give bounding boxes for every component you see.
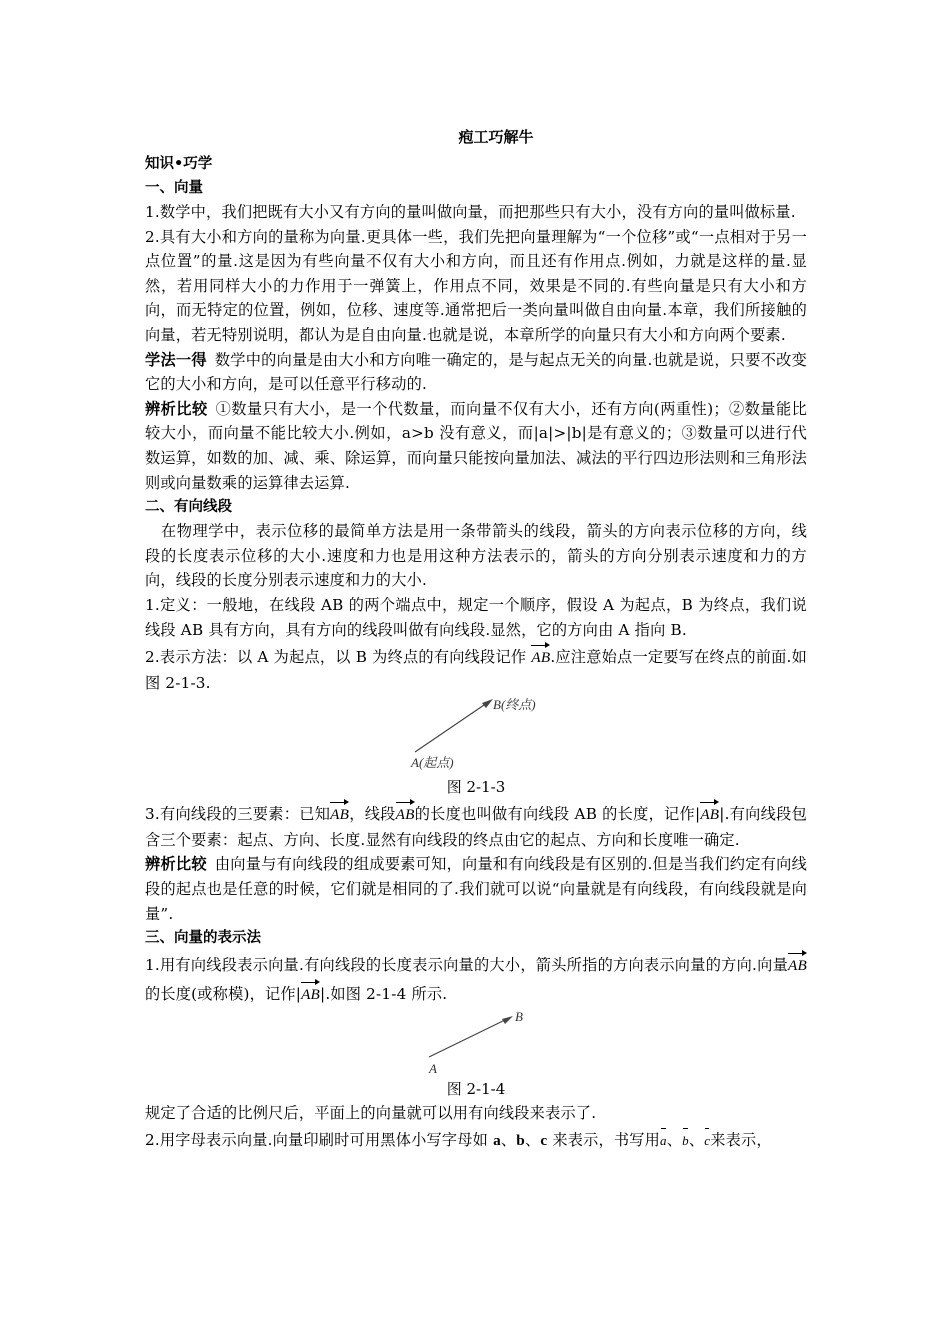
figure-2-1-3-caption: 图 2-1-3: [446, 778, 506, 797]
sep: 、: [524, 1131, 541, 1150]
sep: 、: [666, 1131, 683, 1150]
figure-2-1-4-diagram: [145, 1007, 807, 1077]
tip-text: 数学中的向量是由大小和方向唯一确定的，是与起点无关的向量.也就是说，只要不改变它的大小和方向，是可以任意平行移动的.: [145, 350, 807, 394]
section-2-compare: [145, 852, 807, 926]
section-2-notation: [145, 642, 807, 695]
section-1-paragraph-1: 1.数学中，我们把既有大小又有方向的量叫做向量，而把那些只有大小，没有方向的量叫做标量.: [145, 203, 796, 221]
vector-ab: AB: [788, 950, 807, 979]
sep: 、: [500, 1131, 517, 1150]
elements-text-b: ，线段: [349, 805, 396, 824]
notation-text-a: 2.表示方法：以 A 为起点，以 B 为终点的有向线段记作: [145, 648, 527, 667]
section-2-heading: 二、有向线段: [145, 499, 232, 516]
document-page: [145, 122, 807, 1154]
vector-line: [429, 1019, 507, 1057]
hand-vector-c: c: [704, 1126, 710, 1154]
vector-ab: AB: [330, 799, 349, 828]
arrow-head: [502, 1016, 513, 1024]
compare-text: 由向量与有向线段的组成要素可知，向量和有向线段是有区别的.但是当我们约定有向线段的起点也是任意的时候，它们就是相同的了.我们就可以说“向量就是有向线段，有向线段就是向量”.: [145, 855, 807, 923]
elements-text-c: 的长度也叫做有向线段 AB 的长度，记作|: [414, 805, 701, 824]
section-2-three-elements: [145, 799, 807, 852]
label-a-start: A(起点): [411, 755, 454, 771]
section-1-tip: [145, 348, 807, 397]
figure-2-1-3: [145, 695, 807, 775]
page-title: 疱工巧解牛: [458, 128, 534, 146]
letter-text-c: 来表示，: [710, 1131, 772, 1150]
vector-ab: AB: [396, 799, 415, 828]
section-1-compare: [145, 397, 807, 495]
compare-label: 辨析比较: [145, 855, 207, 874]
vector-ab: AB: [700, 799, 719, 828]
rep-text-c: |.如图 2-1-4 所示.: [320, 984, 448, 1003]
bold-b: b: [516, 1132, 525, 1150]
rep-text-b: 的长度(或称模)，记作|: [145, 984, 302, 1003]
label-b-end: B(终点): [493, 697, 536, 713]
label-b: B: [515, 1009, 523, 1025]
label-a: A: [429, 1061, 437, 1077]
tip-label: 学法一得: [145, 350, 207, 369]
figure-2-1-4-caption: 图 2-1-4: [446, 1080, 506, 1099]
section-3-heading: 三、向量的表示法: [145, 930, 261, 947]
section-2-intro: 在物理学中，表示位移的最简单方法是用一条带箭头的线段，箭头的方向表示位移的方向，线段的长度表示位移的大小.速度和力也是用这种方法表示的，箭头的方向分别表示速度和力的方向，线段的长度分别表示速度和力的大小.: [145, 522, 807, 590]
arrow-head: [482, 699, 493, 708]
figure-2-1-4: [145, 1007, 807, 1077]
sep: 、: [688, 1131, 705, 1150]
section-3-paragraph-2: 规定了合适的比例尺后，平面上的向量就可以用有向线段来表示了.: [145, 1104, 597, 1123]
section-1-heading: 一、向量: [145, 180, 203, 196]
hand-vector-a: a: [660, 1126, 667, 1154]
section-1-paragraph-2: 2.具有大小和方向的量称为向量.更具体一些，我们先把向量理解为“一个位移”或“一点相对于另一点位置”的量.这是因为有些向量不仅有大小和方向，而且还有作用点.例如，力就是这样的量.显然，若用同样大小的力作用于一弹簧上，作用点不同，效果是不同的.有些向量是只有大小和方向，而无特定的位置，例如，位移、速度等.通常把后一类向量叫做自由向量.本章，我们所接触的向量，若无特别说明，都认为是自由向量.也就是说，本章所学的向量只有大小和方向两个要素.: [145, 227, 807, 344]
elements-text-d: |.有向线段包含三个要素：起点、方向、长度.显然有向线段的终点由它的起点、方向和长度唯一确定.: [145, 805, 807, 849]
bold-c: c: [540, 1132, 548, 1150]
bold-a: a: [493, 1132, 501, 1150]
vector-ab: AB: [301, 979, 320, 1008]
sub-heading: 知识•巧学: [145, 156, 213, 172]
letter-text-a: 2.用字母表示向量.向量印刷时可用黑体小写字母如: [145, 1131, 489, 1150]
section-3-paragraph-1: [145, 950, 807, 1007]
vector-line: [415, 703, 487, 752]
notation-text-b: .应注意始点一定要写在终点的前面.如图 2-1-3.: [145, 648, 807, 692]
hand-vector-b: b: [682, 1126, 689, 1154]
letter-text-b: 来表示，书写用: [552, 1131, 661, 1150]
rep-text-a: 1.用有向线段表示向量.有向线段的长度表示向量的大小，箭头所指的方向表示向量的方向.向量: [145, 956, 789, 975]
vector-ab: AB: [531, 642, 550, 671]
compare-text: ①数量只有大小，是一个代数量，而向量不仅有大小，还有方向(两重性)；②数量能比较大小，而向量不能比较大小.例如，a>b 没有意义，而|a|>|b|是有意义的；③数量可以进行代数运算，如数的加、减、乘、除运算，而向量只能按向量加法、减法的平行四边形法则和三角形法则或向量数乘的运算律去运算.: [145, 399, 807, 492]
figure-2-1-3-diagram: [145, 695, 807, 775]
section-2-definition: 1.定义：一般地，在线段 AB 的两个端点中，规定一个顺序，假设 A 为起点，B 为终点，我们说线段 AB 具有方向，具有方向的线段叫做有向线段.显然，它的方向由 A 指向 B.: [145, 595, 807, 639]
section-3-paragraph-3: [145, 1126, 807, 1154]
compare-label: 辨析比较: [145, 399, 208, 418]
elements-text-a: 3.有向线段的三要素：已知: [145, 805, 331, 824]
